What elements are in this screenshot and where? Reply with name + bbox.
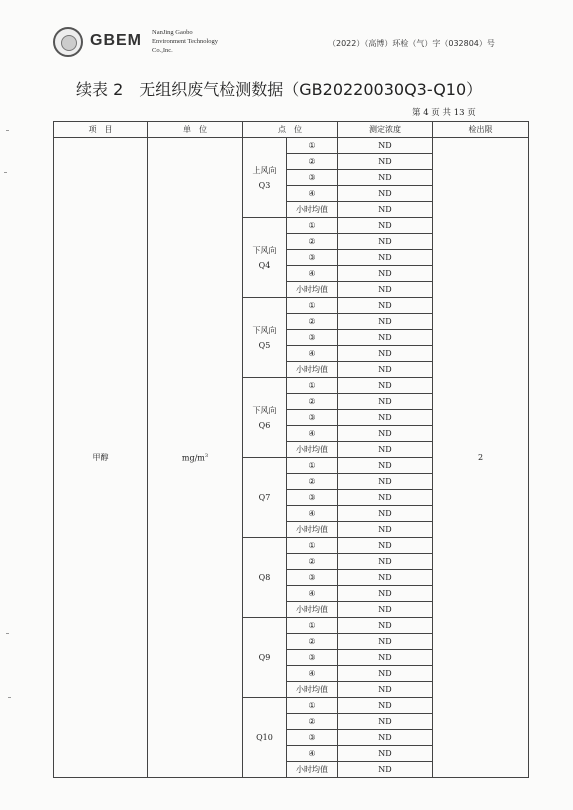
sample-index-cell: ① — [287, 218, 338, 234]
concentration-cell: ND — [338, 298, 433, 314]
sample-index-cell: ④ — [287, 746, 338, 762]
concentration-cell: ND — [338, 426, 433, 442]
concentration-cell: ND — [338, 474, 433, 490]
sample-index-cell: ① — [287, 298, 338, 314]
header-concentration: 测定浓度 — [338, 122, 433, 138]
concentration-cell: ND — [338, 538, 433, 554]
concentration-cell: ND — [338, 218, 433, 234]
concentration-cell: ND — [338, 586, 433, 602]
concentration-cell: ND — [338, 138, 433, 154]
sample-index-cell: ② — [287, 474, 338, 490]
sample-index-cell: 小时均值 — [287, 442, 338, 458]
sample-index-cell: 小时均值 — [287, 522, 338, 538]
scan-mark — [6, 130, 9, 131]
sample-index-cell: ④ — [287, 506, 338, 522]
header-item: 项 目 — [54, 122, 148, 138]
sample-index-cell: ① — [287, 378, 338, 394]
sample-index-cell: 小时均值 — [287, 762, 338, 778]
concentration-cell: ND — [338, 682, 433, 698]
item-cell: 甲醇 — [54, 138, 148, 778]
unit-cell — [148, 138, 243, 778]
sample-index-cell: ④ — [287, 666, 338, 682]
concentration-cell: ND — [338, 602, 433, 618]
sample-index-cell: ④ — [287, 426, 338, 442]
document-number: （2022）（高博）环检（气）字（032804）号 — [328, 39, 495, 48]
concentration-cell: ND — [338, 154, 433, 170]
company-line-1: NanJing Gaobo — [152, 29, 193, 36]
concentration-cell: ND — [338, 234, 433, 250]
concentration-cell: ND — [338, 698, 433, 714]
concentration-cell: ND — [338, 634, 433, 650]
sample-index-cell: ③ — [287, 570, 338, 586]
concentration-cell: ND — [338, 554, 433, 570]
scan-mark — [6, 633, 9, 634]
sample-index-cell: ④ — [287, 586, 338, 602]
sample-index-cell: ③ — [287, 250, 338, 266]
sample-index-cell: ② — [287, 234, 338, 250]
point-location-cell: 下风向 Q4 — [243, 218, 287, 298]
concentration-cell: ND — [338, 458, 433, 474]
sample-index-cell: ① — [287, 138, 338, 154]
unit-text: mg/m — [181, 453, 205, 463]
sample-index-cell: ① — [287, 698, 338, 714]
sample-index-cell: 小时均值 — [287, 602, 338, 618]
concentration-cell: ND — [338, 346, 433, 362]
concentration-cell: ND — [338, 666, 433, 682]
concentration-cell: ND — [338, 522, 433, 538]
point-location-cell: Q9 — [243, 618, 287, 698]
concentration-cell: ND — [338, 442, 433, 458]
concentration-cell: ND — [338, 410, 433, 426]
sample-index-cell: 小时均值 — [287, 362, 338, 378]
concentration-cell: ND — [338, 186, 433, 202]
sample-index-cell: ② — [287, 314, 338, 330]
sample-index-cell: ③ — [287, 410, 338, 426]
sample-index-cell: ② — [287, 634, 338, 650]
concentration-cell: ND — [338, 618, 433, 634]
sample-index-cell: ② — [287, 714, 338, 730]
header-point: 点 位 — [243, 122, 338, 138]
concentration-cell: ND — [338, 170, 433, 186]
concentration-cell: ND — [338, 314, 433, 330]
concentration-cell: ND — [338, 362, 433, 378]
sample-index-cell: ③ — [287, 650, 338, 666]
concentration-cell: ND — [338, 202, 433, 218]
detection-limit-cell: 2 — [433, 138, 529, 778]
header-detection-limit: 检出限 — [433, 122, 529, 138]
emission-data-table — [53, 121, 529, 778]
concentration-cell: ND — [338, 570, 433, 586]
concentration-cell: ND — [338, 490, 433, 506]
company-line-3: Co.,Inc. — [152, 47, 173, 54]
unit-superscript: 3 — [204, 453, 209, 460]
concentration-cell: ND — [338, 714, 433, 730]
concentration-cell: ND — [338, 730, 433, 746]
header-unit: 单 位 — [148, 122, 243, 138]
sample-index-cell: ③ — [287, 490, 338, 506]
sample-index-cell: ① — [287, 458, 338, 474]
sample-index-cell: 小时均值 — [287, 282, 338, 298]
sample-index-cell: ④ — [287, 186, 338, 202]
sample-index-cell: ④ — [287, 346, 338, 362]
sample-index-cell: ③ — [287, 730, 338, 746]
point-location-cell: 下风向 Q6 — [243, 378, 287, 458]
sample-index-cell: ③ — [287, 330, 338, 346]
concentration-cell: ND — [338, 282, 433, 298]
table-row — [54, 138, 529, 154]
concentration-cell: ND — [338, 378, 433, 394]
company-logo-emblem — [53, 27, 83, 57]
concentration-cell: ND — [338, 506, 433, 522]
logo-text: GBEM — [90, 32, 142, 49]
sample-index-cell: ① — [287, 538, 338, 554]
concentration-cell: ND — [338, 330, 433, 346]
concentration-cell: ND — [338, 394, 433, 410]
sample-index-cell: ② — [287, 154, 338, 170]
point-location-cell: Q10 — [243, 698, 287, 778]
sample-index-cell: ④ — [287, 266, 338, 282]
concentration-cell: ND — [338, 746, 433, 762]
page-indicator: 第 4 页 共 13 页 — [412, 108, 476, 118]
sample-index-cell: 小时均值 — [287, 682, 338, 698]
scan-mark — [8, 697, 11, 698]
company-line-2: Environment Technology — [152, 38, 219, 45]
sample-index-cell: ③ — [287, 170, 338, 186]
scan-mark — [4, 172, 7, 173]
table-title: 续表 2 无组织废气检测数据（GB20220030Q3-Q10） — [76, 80, 483, 99]
point-location-cell: Q8 — [243, 538, 287, 618]
point-location-cell: Q7 — [243, 458, 287, 538]
point-location-cell: 下风向 Q5 — [243, 298, 287, 378]
concentration-cell: ND — [338, 650, 433, 666]
table-header-row — [54, 122, 529, 138]
point-location-cell: 上风向 Q3 — [243, 138, 287, 218]
sample-index-cell: ② — [287, 554, 338, 570]
concentration-cell: ND — [338, 266, 433, 282]
sample-index-cell: ① — [287, 618, 338, 634]
sample-index-cell: 小时均值 — [287, 202, 338, 218]
concentration-cell: ND — [338, 762, 433, 778]
sample-index-cell: ② — [287, 394, 338, 410]
concentration-cell: ND — [338, 250, 433, 266]
company-name — [152, 28, 218, 55]
